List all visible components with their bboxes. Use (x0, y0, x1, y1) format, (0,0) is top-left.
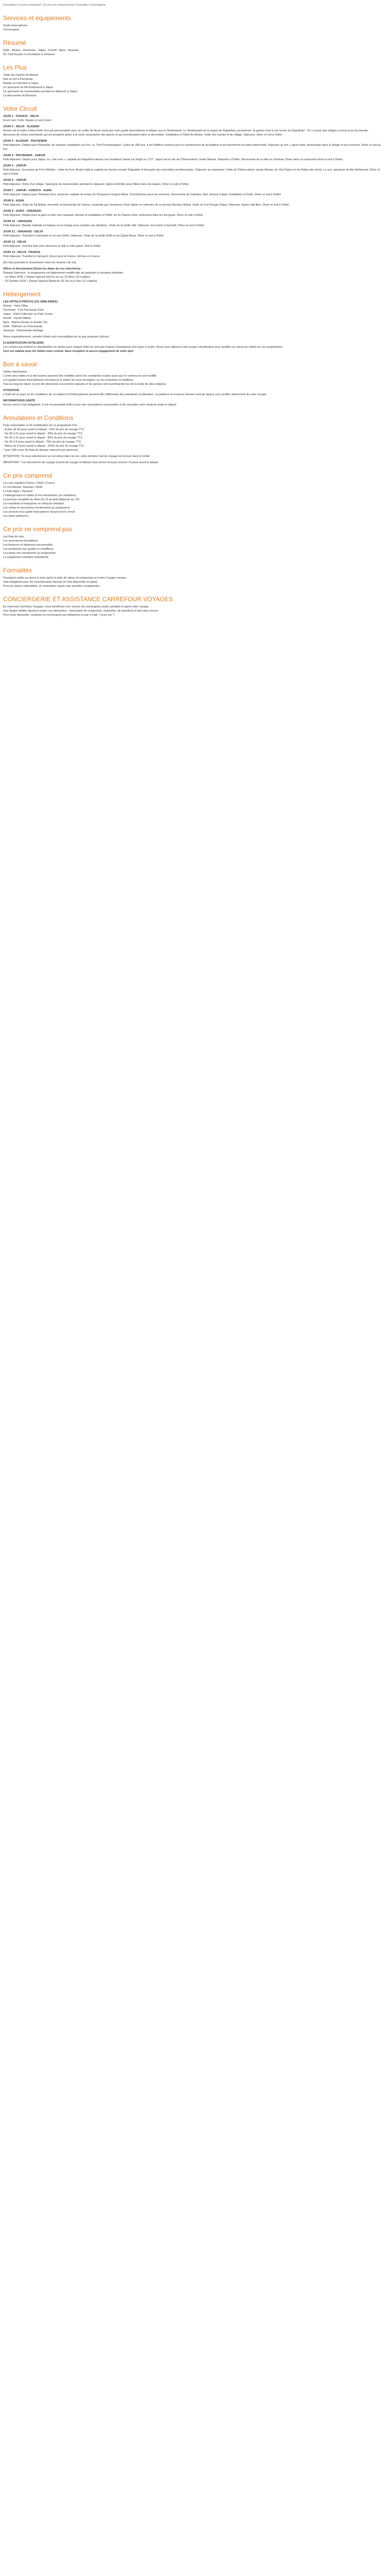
day-text: Envol vers l'Inde. Repas et nuit à bord. (3, 119, 52, 122)
conciergerie-heading: CONCIERGERIE ET ASSISTANCE CARREFOUR VOYAGES (3, 596, 173, 603)
day-title: JOUR 1 : FRANCE - DELHI (3, 115, 39, 118)
bon-a-savoir-section (3, 361, 382, 407)
prix-comprend-section (3, 472, 382, 518)
day-block (3, 139, 382, 151)
formalites-line: Visa obligatoire pour les ressortissants français (e-Visa disponible en ligne). (3, 581, 99, 584)
services-section (3, 14, 382, 32)
annulation-item: - A plus de 90 jours avant le départ : 10% du prix du voyage TTC (3, 428, 85, 431)
resume-section (3, 39, 382, 57)
resume-line: Du Trait Royale et envoûtante à Varanasi (3, 53, 55, 56)
prix-comprend-item: Les transferts et transports en véhicule climatisé (3, 502, 64, 505)
classification-text: Les normes qui rendent la classification en étoiles pour chaque hôtel ne sont pas toujours homogènes d'un pays à l'autre. Aussi nous utilisons notre propre classification pour qualifier au mieux les hôtels de nos programmes. (3, 346, 284, 349)
formalites-line: Passeport valide au moins 6 mois après la date de retour et comportant au moins 2 pages vierges. (3, 577, 127, 580)
day-title: JOUR 9 : AGRA - VARANASI (3, 210, 41, 213)
offers-title: Offres et déroulement (Selon les dates de vos sélections) : (3, 267, 83, 270)
day-title: JOUR 3 : ALSISAR - PACHEWAR (3, 140, 47, 143)
prix-ne-comprend-item: Les assurances facultatives (3, 539, 38, 543)
hotel-item: Varanasi : Dharmshala Heritage (3, 329, 43, 332)
day-title: JOUR 2 : DELHI - ALSISAR (3, 125, 40, 128)
prix-ne-comprend-item: Les pourboires aux guides et chauffeurs (3, 548, 54, 551)
day-text: Petit déjeuner. Visite d'un village. Spectacle de marionnettes pendant le déjeuner. Après-midi libre pour flâner dans les bazars. Dîner et nuit à l'hôtel. (3, 183, 189, 186)
day-title: JOUR 13 : DELHI - FRANCE (3, 251, 41, 254)
offer-line: - 1er Mars 2026 > Départ Spécial Holi du 1er au 13 Mars (10 nuitées) (3, 276, 90, 279)
plus-item: Un spectacle de marionnettes pendant le déjeuner à Jaipur (3, 90, 78, 93)
prix-comprend-item: Les taxes aériennes (3, 515, 29, 518)
plus-heading: Les Plus (3, 64, 27, 71)
circuit-note: (En haut possible le mouvement selon les horaires de vol). (3, 261, 77, 264)
prix-comprend-item: Le vol intérieur Varanasi / Delhi (3, 486, 43, 489)
resume-heading: Résumé (3, 39, 26, 46)
prix-ne-comprend-item: Les frais de visa (3, 535, 24, 538)
day-block (3, 250, 382, 259)
health-text: Aucun vaccin n'est obligatoire. Il est recommandé d'être à jour des vaccinations universelles et de consulter votre médecin avant le départ. (3, 403, 177, 406)
day-title: JOUR 7 : JAIPUR - KAROTH - AGRA (3, 189, 52, 192)
plus-item: Nuit au fort à Pachewar (3, 78, 33, 81)
services-heading: Services et équipements (3, 14, 71, 22)
hotels-title: LES HÔTELS PRÉVUS (OU SIMILAIRES) : (3, 300, 59, 303)
day-text: Petit déjeuner. Départ pour Jaipur, la « cité rose », capitale du Rajasthan depuis son fondateur Sawai Jai Singh en 1727. Jaipur est le site de l'Observatoire Jantar Mantar. Déjeuner à l'hôtel. Découverte de la ville en rickshaw. Dîner dans un restaurant local et nuit à l'hôtel. (3, 158, 344, 161)
conciergerie-line: En réservant Carrefour Voyages, vous bénéficiez d'un service de conciergerie avant, pendant et après votre voyage. (3, 605, 150, 608)
formalites-heading: Formalités (3, 567, 32, 574)
day-text: Petit déjeuner. Excursion au Fort d'Amber : visite du Fort. Amber était la capitale de l'ancien empire Rajputisé et fait partie des merveilles architecturales. Déjeuner au restaurant. Visite de l'Observatoire Jantar Mantar, du City Palace et du Palais des Vents. Le soir, spectacle de film Bollywood. Dîner et nuit à l'hôtel. (3, 168, 380, 176)
annulations-important: IMPORTANT ! Les documents de voyage (carnet de voyage et billets) vous seront envoyés environ 10 jours avant le départ. (3, 461, 159, 464)
classification-title: CLASSIFICATION HOTELIERE (3, 342, 44, 345)
day-title: JOUR 5 : JAIPUR (3, 164, 26, 167)
health-title: INFORMATIONS SANTÉ (3, 399, 36, 402)
day-block (3, 189, 382, 197)
conciergerie-line: Une équipe dédiée répond à toutes vos demandes : réservation de restaurants, d'activités, de transferts et bien plus encore. (3, 609, 159, 613)
conciergerie-section (3, 596, 382, 617)
circuit-section (3, 105, 382, 283)
hotel-item: Jaipur : Clark Collection ou Park Ocean (3, 313, 53, 316)
offer-line: - 25 Octobre 2026 > Départ Spécial Diwali du 25 Oct au 6 Nov (12 nuitées) (3, 280, 97, 283)
day-title: JOUR 6 : JAIPUR (3, 179, 26, 182)
bon-a-savoir-line: Tout au long du séjour, le port de vêtements couvrant les épaules et les genoux est recommandé lors de la visite de sites religieux. (3, 383, 167, 386)
prix-comprend-item: La pension complète du dîner du J2 au petit déjeuner du J13 (3, 498, 79, 501)
hotel-item: Agra : Marina House ou Avalon Tez (3, 321, 48, 324)
day-title: JOUR 12 : DELHI (3, 241, 26, 244)
day-block (3, 209, 382, 217)
prix-comprend-item: L'hébergement en hôtels et fort mentionnés (ou similaires) (3, 494, 76, 497)
service-item: Guide francophone (3, 24, 27, 27)
annulation-item: - De 30 à 8 jours avant le départ : 75% du prix du voyage TTC (3, 440, 82, 444)
conciergerie-line: Pour toute demande, contactez la conciergerie par téléphone ou par e-mail, 7 jours sur 7. (3, 614, 116, 617)
prix-comprend-item: Les vols réguliers France / Delhi / France (3, 482, 55, 485)
day-text: Petit déjeuner. Balade matinale en bateau sur le Gange pour assister aux ablutions. Visite de la vieille ville. Déjeuner. Excursion à Sarnath. Dîner et nuit à l'hôtel. (3, 224, 205, 227)
plus-item: La découverte de Benares (3, 94, 37, 97)
attention-text: L'Inde est un pays où les conditions de circulation et d'hébergement peuvent être différentes des standards occidentaux. La patience et la bonne humeur sont de rigueur pour profiter pleinement de votre voyage. (3, 393, 267, 396)
plus-item: Un spectacle de film Bollywood à Jaipur (3, 86, 54, 89)
annulations-section (3, 414, 382, 465)
day-block (3, 154, 382, 162)
day-block (3, 230, 382, 238)
annulation-item: - De 60 à 31 jours avant le départ : 50% du prix du voyage TTC (3, 436, 83, 439)
circuit-heading: Votre Circuit (3, 105, 37, 112)
day-text: Petit déjeuner. Journée libre pour découvrir la ville à votre guise. Nuit à l'hôtel. (3, 245, 101, 248)
day-text: Petit déjeuner. Départ pour Pachewar. En arrivant, installation au Fort. Le "Fort Pachewargarh" a plus de 300 ans. Il est l'édifice construit pour le maintenance de la tradition et est transformé en hôtel patrimonial. Déjeuner au fort. L'après-midi, promenade dans le village et ses environs. Dîner et nuit au fort. (3, 144, 381, 151)
offer-line: Départs Spéciaux : le programme est légèrement modifié afin de participer à certaines festivités. (3, 272, 124, 275)
resume-line: Delhi - Alsisar - Pachewar - Jaipur - Karoth - Agra - Varanasi (3, 49, 79, 52)
day-text: Petit déjeuner. Départ pour l'Himalay Devi, ancienne capitale du temps de l'Empereur moghol Akbar. D'architecture pour les environs. Découverte de Fatehpur Sikri. Arrivée à Agra. Installation à l'hôtel. Dîner et nuit à l'hôtel. (3, 193, 282, 196)
day-title: JOUR 4 : PACHEWAR - JAIPUR (3, 154, 45, 157)
day-title: JOUR 10 : VARANASI (3, 220, 32, 223)
annulations-heading: Annulations et Conditions (3, 414, 74, 421)
bon-a-savoir-title: Visites importantes : (3, 370, 29, 374)
hebergement-section (3, 291, 382, 353)
formalites-line: Pour les autres nationalités, se renseigner auprès des autorités compétentes. (3, 585, 101, 588)
annulation-item: - Moins de 8 jours avant le départ : 100% du prix du voyage TTC (3, 445, 85, 448)
prix-ne-comprend-item: Le supplément chambre individuelle (3, 556, 48, 559)
day-block (3, 240, 382, 248)
attention-title: ATTENTION (3, 389, 20, 392)
formalites-section (3, 567, 382, 588)
day-text: Petit déjeuner. Transfert à l'aéroport et vol vers Delhi. Déjeuner. Visite de la vieille Delhi et du Qutub Minar. Dîner et nuit à l'hôtel. (3, 234, 165, 238)
annulations-attention: ATTENTION ! Si vous sélectionnez un vol retour dans la nuit, votre dernière nuit de voyage est incluse dans le forfait. (3, 455, 151, 458)
day-block (3, 114, 382, 123)
bon-a-savoir-line: Les guides locaux francophones ont toujours le plaisir de vous renseigner sur les coutumes et traditions. (3, 379, 134, 382)
bon-a-savoir-line: L'ordre des visites et la découverte peuvent être modifiés selon les contraintes locales sans que le contenu ne soit modifié. (3, 375, 157, 378)
day-text: Petit déjeuner. Départ pour la gare et train vers Varanasi. Arrivée et installation à l'hôtel. En fin d'après-midi, cérémonie Aarti sur les ghats. Dîner et nuit à l'hôtel. (3, 214, 204, 217)
day-text: Petit déjeuner. Visite du Taj Mahal, merveille architecturale de l'amour construite par l'empereur Shah Jahan en mémoire de sa femme Mumtaz Mahal. Visite du Fort Rouge d'Agra. Déjeuner. Après-midi libre. Dîner et nuit à l'hôtel. (3, 204, 290, 207)
prix-ne-comprend-section (3, 526, 382, 560)
hotel-item: Pachewar : Fort Pachewar Garh (3, 309, 44, 312)
day-block (3, 199, 382, 207)
prix-ne-comprend-item: Les repas non mentionnés au programme (3, 552, 56, 555)
day-text: Petit déjeuner. Transfert à l'aéroport. Envol pour la France. Arrivée en France. (3, 255, 101, 258)
breadcrumb: Description Co-pris comprend / Ce prix ne comprend pas Formalités Conciergerie (3, 4, 106, 7)
plus-item: Visite des havelis de Alsisar (3, 74, 38, 77)
day-block (3, 125, 382, 137)
hotel-item: Alsisar : Indra Villas (3, 304, 28, 308)
hotel-item: Delhi : Balmore ou Kumarasala (3, 325, 43, 328)
prix-comprend-heading: Ce prix comprend (3, 472, 52, 479)
day-title: JOUR 11 : VARANASI - DELHI (3, 230, 43, 233)
prix-comprend-item: Les visites et excursions mentionnées au programme (3, 506, 70, 510)
plus-section (3, 64, 382, 98)
hebergement-heading: Hébergement (3, 291, 41, 298)
bon-a-savoir-heading: Bon à savoir (3, 361, 38, 368)
day-block (3, 178, 382, 187)
service-item: Conciergerie (3, 28, 20, 31)
annulations-intro: Frais d'annulation et de modification de ce programme Prix : (3, 424, 79, 427)
annulation-item: * avec 250 euros de frais de dossier minimum par personne (3, 449, 78, 452)
hotels-note: Notez impérativement, certains hôtels sont susceptibles de ne pas proposer d'alcool. (3, 335, 110, 338)
prix-comprend-item: Le train Agra / Varanasi (3, 490, 33, 493)
hotel-item: Karoth : Karoth Mahal (3, 317, 31, 320)
prix-comprend-item: Les services d'un guide francophone durant tout le circuit (3, 511, 75, 514)
prix-ne-comprend-heading: Ce prix ne comprend pas (3, 526, 73, 533)
page (0, 0, 385, 628)
day-text: Arrivée tôt le matin à New Delhi. Accueil personnalisé avec un collier de fleurs remis par notre guide francophone et départ vers le Shekhawati. Le Shekhawati est la région du Rajasthan surnommée "la galerie d'art à ciel ouvert du Rajasthan". On y trouve des villages connus pour les havelis, demeures de riches marchands qui ont prospéré grâce à la route caravanière des épices et qui investissaient dans la décoration. Installation à l'hôtel de Alsisar. Visite des havelis et du village. Déjeuner, dîner et nuit à l'hôtel. (3, 129, 369, 137)
plus-item: Balade en rickshaw à Jaipur (3, 82, 39, 85)
day-title: JOUR 8 : AGRA (3, 199, 24, 202)
day-block (3, 219, 382, 228)
classification-text-2: Ceci est valable pour les hôtels sous contrat. Sans réception ni aucun engagement de notre part. (3, 350, 134, 353)
day-block (3, 164, 382, 176)
annulation-item: - De 90 à 61 jours avant le départ : 25% du prix du voyage TTC (3, 432, 83, 435)
prix-ne-comprend-item: Les boissons et dépenses personnelles (3, 544, 53, 547)
